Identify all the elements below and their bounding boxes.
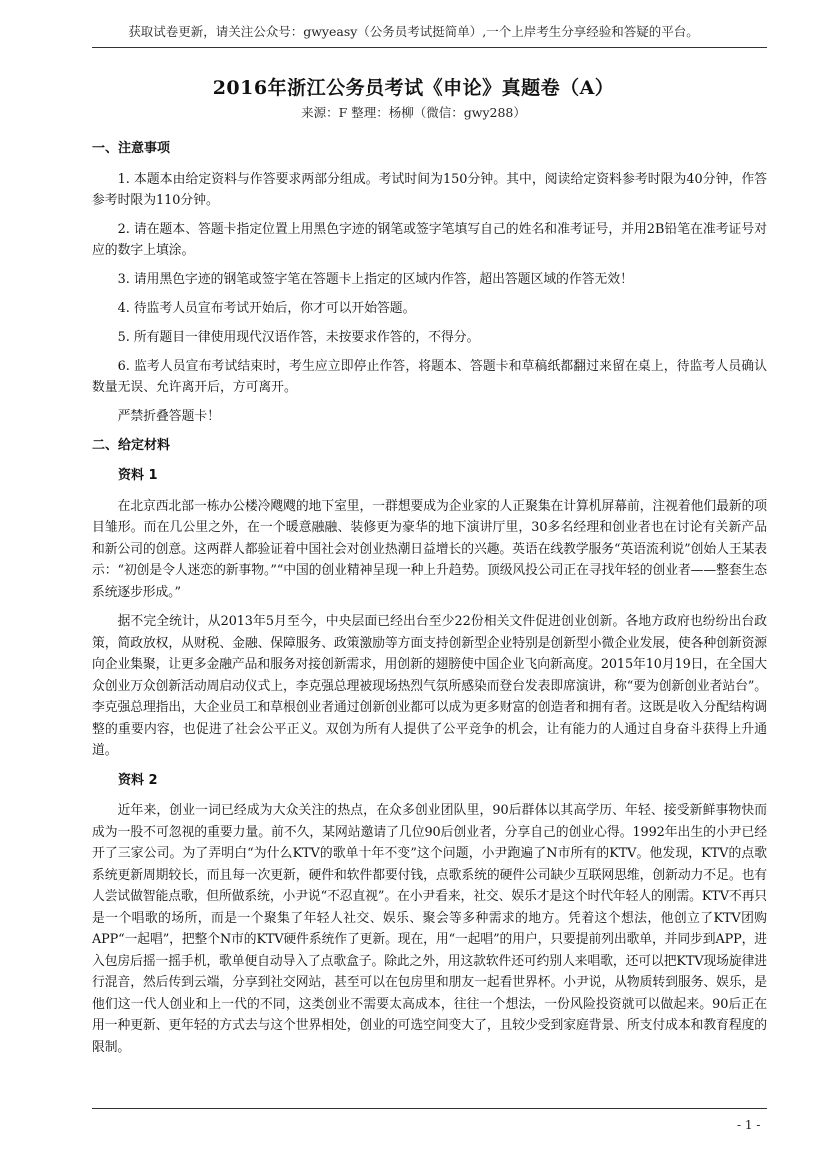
source-line: 来源：F 整理：杨柳（微信：gwy288） xyxy=(301,105,526,120)
material-paragraph: 在北京西北部一栋办公楼冷飕飕的地下室里，一群想要成为企业家的人正聚集在计算机屏幕前，注视着他们最新的项目雏形。而在几公里之外，在一个暖意融融、装修更为豪华的地下演讲厅里，30多名经理和创业者也在讨论有关新产品和新公司的创意。这两群人都验证着中国社会对创业热潮日益增长的兴趣。英语在线教学服务“英语流利说”创始人王某表示：“初创是令人迷恋的新事物。”“中国的创业精神呈现一种上升趋势。顶级风投公司正在寻找年轻的创业者——整套生态系统逐步形成。” xyxy=(92,498,767,600)
notice-warning: 严禁折叠答题卡！ xyxy=(117,408,220,424)
material-paragraph: 近年来，创业一词已经成为大众关注的热点，在众多创业团队里，90后群体以其高学历、年轻、接受新鲜事物快而成为一股不可忽视的重要力量。前不久，某网站邀请了几位90后创业者，分享自己的创业心得。1992年出生的小尹已经开了三家公司。为了弄明白“为什么KTV的歌单十年不变”这个问题，小尹跑遍了N市所有的KTV。他发现，KTV的点歌系统更新周期较长，而且每一次更新，硬件和软件都要付钱，点歌系统的硬件公司缺少互联网思维，创新动力不足。也有人尝试做智能点歌，但所做系统，小尹说“不忍直视”。在小尹看来，社交、娱乐才是这个时代年轻人的刚需。KTV不再只是一个唱歌的场所，而是一个聚集了年轻人社交、娱乐、聚会等多种需求的地方。凭着这个想法，他创立了KTV团购APP“一起唱”，把整个N市的KTV硬件系统作了更新。现在，用“一起唱”的用户，只要提前列出歌单，并同步到APP，进入包房后摇一摇手机，歌单便自动导入了点歌盒子。除此之外，用这款软件还可约别人来唱歌，还可以把KTV现场旋律进行混音，然后传到云端，分享到社交网站，甚至可以在包房里和朋友一起看世界杯。小尹说，从物质转到服务、娱乐，是他们这一代人创业和上一代的不同，这类创业不需要太高成本，往往一个想法，一份风险投资就可以做起来。90后正在用一种更新、更年轻的方式去与这个世界相处，创业的可选空间变大了，且较少受到家庭背景、所支付成本和教育程度的限制。 xyxy=(92,803,767,1055)
promo-banner: 获取试卷更新，请关注公众号：gwyeasy（公务员考试挺简单）,一个上岸考生分享经验和答疑的平台。 xyxy=(128,24,699,39)
notice-item: 6. 监考人员宣布考试结束时，考生应立即停止作答，将题本、答题卡和草稿纸都翻过来留在桌上，待监考人员确认数量无误、允许离开后，方可离开。 xyxy=(92,358,767,395)
document-body xyxy=(92,134,767,1066)
notice-item: 4. 待监考人员宣布考试开始后，你才可以开始答题。 xyxy=(117,300,416,316)
section-heading-notes: 一、注意事项 xyxy=(92,141,171,156)
material-paragraph: 据不完全统计，从2013年5月至今，中央层面已经出台至少22份相关文件促进创业创新。各地方政府也纷纷出台政策，简政放权，从财税、金融、保障服务、政策激励等方面支持创新型企业特别是创新型小微企业发展，使各种创新资源向企业集聚，让更多金融产品和服务对接创新需求，用创新的翅膀使中国企业飞向新高度。2015年10月19日，在全国大众创业万众创新活动周启动仪式上，李克强总理被现场热烈气氛所感染而登台发表即席演讲，称“要为创新创业者站台”。李克强总理指出，大企业员工和草根创业者通过创新创业都可以成为更多财富的创造者和拥有者。这既是收入分配结构调整的重要内容，也促进了社会公平正义。双创为所有人提供了公平竞争的机会，让有能力的人通过自身奋斗获得上升通道。 xyxy=(92,614,767,758)
page-title: 2016年浙江公务员考试《申论》真题卷（A） xyxy=(212,77,615,99)
notice-item: 1. 本题本由给定资料与作答要求两部分组成。考试时间为150分钟。其中，阅读给定资料参考时限为40分钟，作答参考时限为110分钟。 xyxy=(92,171,767,208)
page-number: - 1 - xyxy=(737,1118,761,1132)
notice-item: 5. 所有题目一律使用现代汉语作答，未按要求作答的，不得分。 xyxy=(117,329,480,345)
section-heading-materials: 二、给定材料 xyxy=(92,437,171,453)
notice-item: 3. 请用黑色字迹的钢笔或签字笔在答题卡上指定的区域内作答，超出答题区域的作答无效！ xyxy=(117,271,633,287)
footer-divider xyxy=(92,1108,767,1109)
header-divider xyxy=(92,47,767,48)
material-2-heading: 资料 2 xyxy=(118,772,158,788)
material-1-heading: 资料 1 xyxy=(118,468,158,483)
notice-item: 2. 请在题本、答题卡指定位置上用黑色字迹的钢笔或签字笔填写自己的姓名和准考证号，并用2B铅笔在准考证号对应的数字上填涂。 xyxy=(92,221,767,258)
